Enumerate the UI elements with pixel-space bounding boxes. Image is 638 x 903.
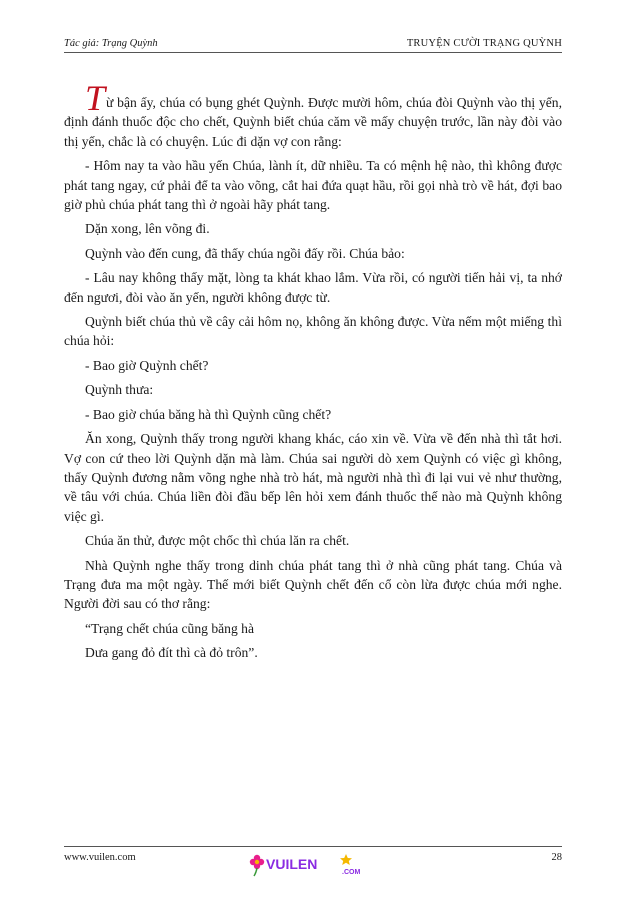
story-body bbox=[64, 78, 562, 668]
story-paragraph: - Lâu nay không thấy mặt, lòng ta khát khao lắm. Vừa rồi, có người tiến hải vị, ta nhớ đến ngươi, đòi vào ăn yến, người không được từ. bbox=[64, 270, 562, 305]
story-paragraph: - Bao giờ chúa băng hà thì Quỳnh cũng chết? bbox=[85, 406, 332, 422]
poem-line-2: Dưa gang đỏ đít thì cà đỏ trôn”. bbox=[85, 645, 258, 661]
drop-cap: T bbox=[85, 78, 106, 118]
story-paragraph: Quỳnh biết chúa thủ về cây cải hôm nọ, không ăn không được. Vừa nếm một miếng thì chúa hỏi: bbox=[64, 314, 562, 349]
flower-icon bbox=[250, 855, 264, 876]
page-number: 28 bbox=[551, 852, 562, 863]
story-paragraph: Ăn xong, Quỳnh thấy trong người khang khác, cáo xin về. Vừa về đến nhà thì tắt hơi. Vợ con cứ theo lời Quỳnh dặn mà làm. Chúa sai người dò xem Quỳnh có việc gì không, thấy Quỳnh đương nằm võng nghe nhà trò hát, mà người nhà thì đi lại vui vẻ như thường, về tâu với chúa. Chúa liền đòi đầu bếp lên hỏi xem đánh thuốc thế nào mà Quỳnh không việc gì. bbox=[64, 431, 562, 524]
story-paragraph: Dặn xong, lên võng đi. bbox=[85, 221, 210, 237]
poem-line-1: “Trạng chết chúa cũng băng hà bbox=[85, 620, 254, 636]
header-book-title: TRUYỆN CƯỜI TRẠNG QUỲNH bbox=[406, 38, 562, 49]
story-paragraph: Quỳnh vào đến cung, đã thấy chúa ngồi đấy rồi. Chúa bảo: bbox=[85, 245, 405, 261]
story-paragraph-1-text: ừ bận ấy, chúa có bụng ghét Quỳnh. Được mười hôm, chúa đòi Quỳnh vào thị yến, định đánh thuốc độc cho chết, Quỳnh biết chúa căm về mấy chuyện trước, lần này đòi vào thị yến, chắc là có chuyện. Lúc đi dặn vợ con rằng: bbox=[64, 95, 562, 149]
story-paragraph: Nhà Quỳnh nghe thấy trong dinh chúa phát tang thì ở nhà cũng phát tang. Chúa và Trạng đưa ma một ngày. Thế mới biết Quỳnh chết đến cổ còn lừa được chúa mới nghe. Người đời sau có thơ rằng: bbox=[64, 557, 562, 612]
story-paragraph-1 bbox=[64, 78, 562, 151]
footer-website-link[interactable]: www.vuilen.com bbox=[64, 852, 136, 863]
story-paragraph: - Bao giờ Quỳnh chết? bbox=[85, 357, 209, 373]
vuilen-logo bbox=[248, 850, 372, 878]
story-paragraph: Quỳnh thưa: bbox=[85, 382, 154, 398]
logo-main-text: VUILEN bbox=[266, 856, 318, 872]
page-header bbox=[64, 38, 562, 53]
story-paragraph: Chúa ăn thử, được một chốc thì chúa lăn ra chết. bbox=[85, 533, 350, 549]
star-icon bbox=[340, 854, 352, 865]
logo-suffix-text: .COM bbox=[342, 869, 361, 876]
story-paragraph: - Hôm nay ta vào hầu yến Chúa, lành ít, dữ nhiều. Ta có mệnh hệ nào, thì không được phát tang ngay, cứ phải để ta vào võng, cắt hai đứa quạt hầu, rồi gọi nhà trò về hát, đợi bao giờ phủ chúa phát tang thì ở ngoài hãy phát tang. bbox=[64, 158, 562, 213]
header-author: Tác giả: Trạng Quỳnh bbox=[64, 38, 158, 49]
